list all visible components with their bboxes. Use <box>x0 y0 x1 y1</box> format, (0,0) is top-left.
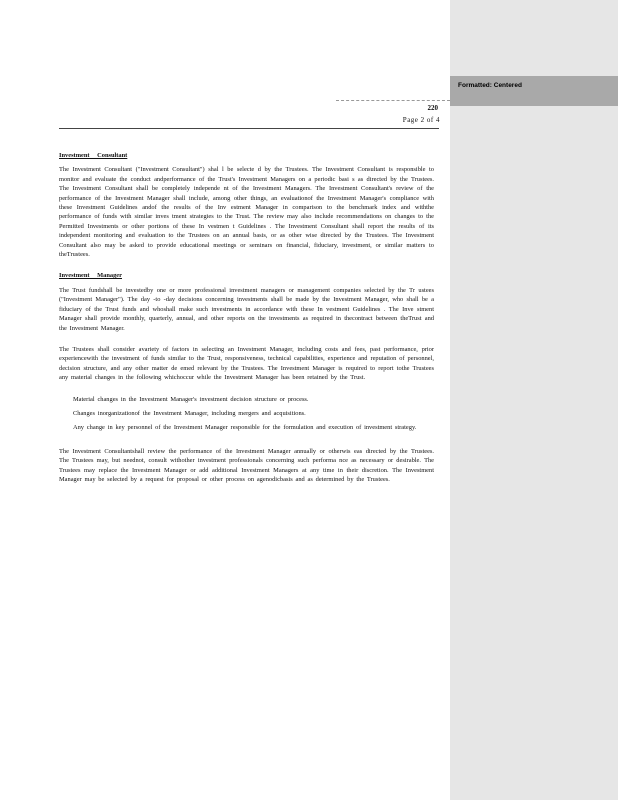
paragraph-investment-manager-duties: The Trust fundshall be investedby one or more professional investment managers or management companies selected by the Tr ustees ("Investment Manager"). The day -to -day decisions concerning investments shall be made by the Investment Manager, who shall be a fiduciary of the Trust funds and whoshall make such investments in accordance with these In vestment Guidelines . The Inve stment Manager shall provide monthly, quarterly, annual, and other reports on the investments as required in thecontract between theTrust and the Investment Manager. <box>59 286 434 332</box>
list-item <box>59 395 434 404</box>
header-rule <box>59 128 439 129</box>
list-item <box>59 409 434 418</box>
bullet-icon <box>59 395 73 404</box>
section-heading-investment-manager: Investment Manager <box>59 272 122 280</box>
list-item-text: Material changes in the Investment Manager's investment decision structure or process. <box>73 395 309 403</box>
paragraph-manager-review: The Investment Consultantshall review the performance of the Investment Manager annually or otherwis eas directed by the Trustees. The Trustees may, but neednot, consult withother investment professionals concerning such performa nce as necessary or desirable. The Trustees may replace the Investment Manager or add additional Investment Managers at any time in their discretion. The Investment Manager may be selected by a request for proposal or other process on agenodicbasis and as determined by the Trustees. <box>59 447 434 483</box>
section-heading-investment-consultant: Investment Consultant <box>59 152 128 159</box>
document-body <box>59 151 434 496</box>
formatting-comment-balloon[interactable] <box>450 76 618 106</box>
list-item <box>59 423 434 432</box>
list-item-text: Any change in key personnel of the Investment Manager responsible for the formulation and execution of investment strategy. <box>73 424 417 432</box>
material-changes-list <box>59 395 434 433</box>
bullet-icon <box>59 423 73 432</box>
formatting-comment-label: Formatted: Centered <box>458 82 522 89</box>
comment-pane <box>450 0 618 800</box>
list-item-text: Changes inorganizationof the Investment Manager, including mergers and acquisitions. <box>73 409 306 417</box>
page-number: 220 <box>427 104 438 112</box>
comment-connector-line <box>336 100 450 101</box>
paragraph-investment-consultant: The Investment Consultant ("Investment Consultant") shal l be selecte d by the Trustees. The Investment Consultant is responsible to monitor and evaluate the conduct andperformance of the Trust's Investment Managers on a periodic basi s as directed by the Trustees. The Investment Consultant shall be completely independe nt of the Investment Managers. The Investment Consultant's review of the performance of the Investment Manager shall include, among other things, an evaluationof the Investment Manager's compliance with these Investment Guidelines andof the results of the Inv estment Manager in comparison to the benchmark index and withthe performance of funds with similar inves tment strategies to the Trust. The review may also include recommendations on changes to the Permitted Investments or other portions of these In vestmen t Guidelines . The Investment Consultant shall report the results of its independent monitoring and evaluation to the Trustees on an annual basis, or as other wise directed by the Trustees. The Investment Consultant also may be asked to provide educational meetings or seminars on financial, fiduciary, investment, or similar matters to theTrustees. <box>59 166 434 259</box>
paragraph-manager-selection: The Trustees shall consider avariety of factors in selecting an Investment Manager, including costs and fees, past performance, prior experiencewith the investment of funds similar to the Trust, responsiveness, technical capabilities, experience and reputation of personnel, decision structure, and any other matter de emed relevant by the Trustees. The Investment Manager is required to report tothe Trustees any material changes in the following whichoccur while the Investment Manager has been retained by the Trust. <box>59 345 434 382</box>
page-of-indicator: Page 2 of 4 <box>402 116 440 124</box>
bullet-icon <box>59 409 73 418</box>
